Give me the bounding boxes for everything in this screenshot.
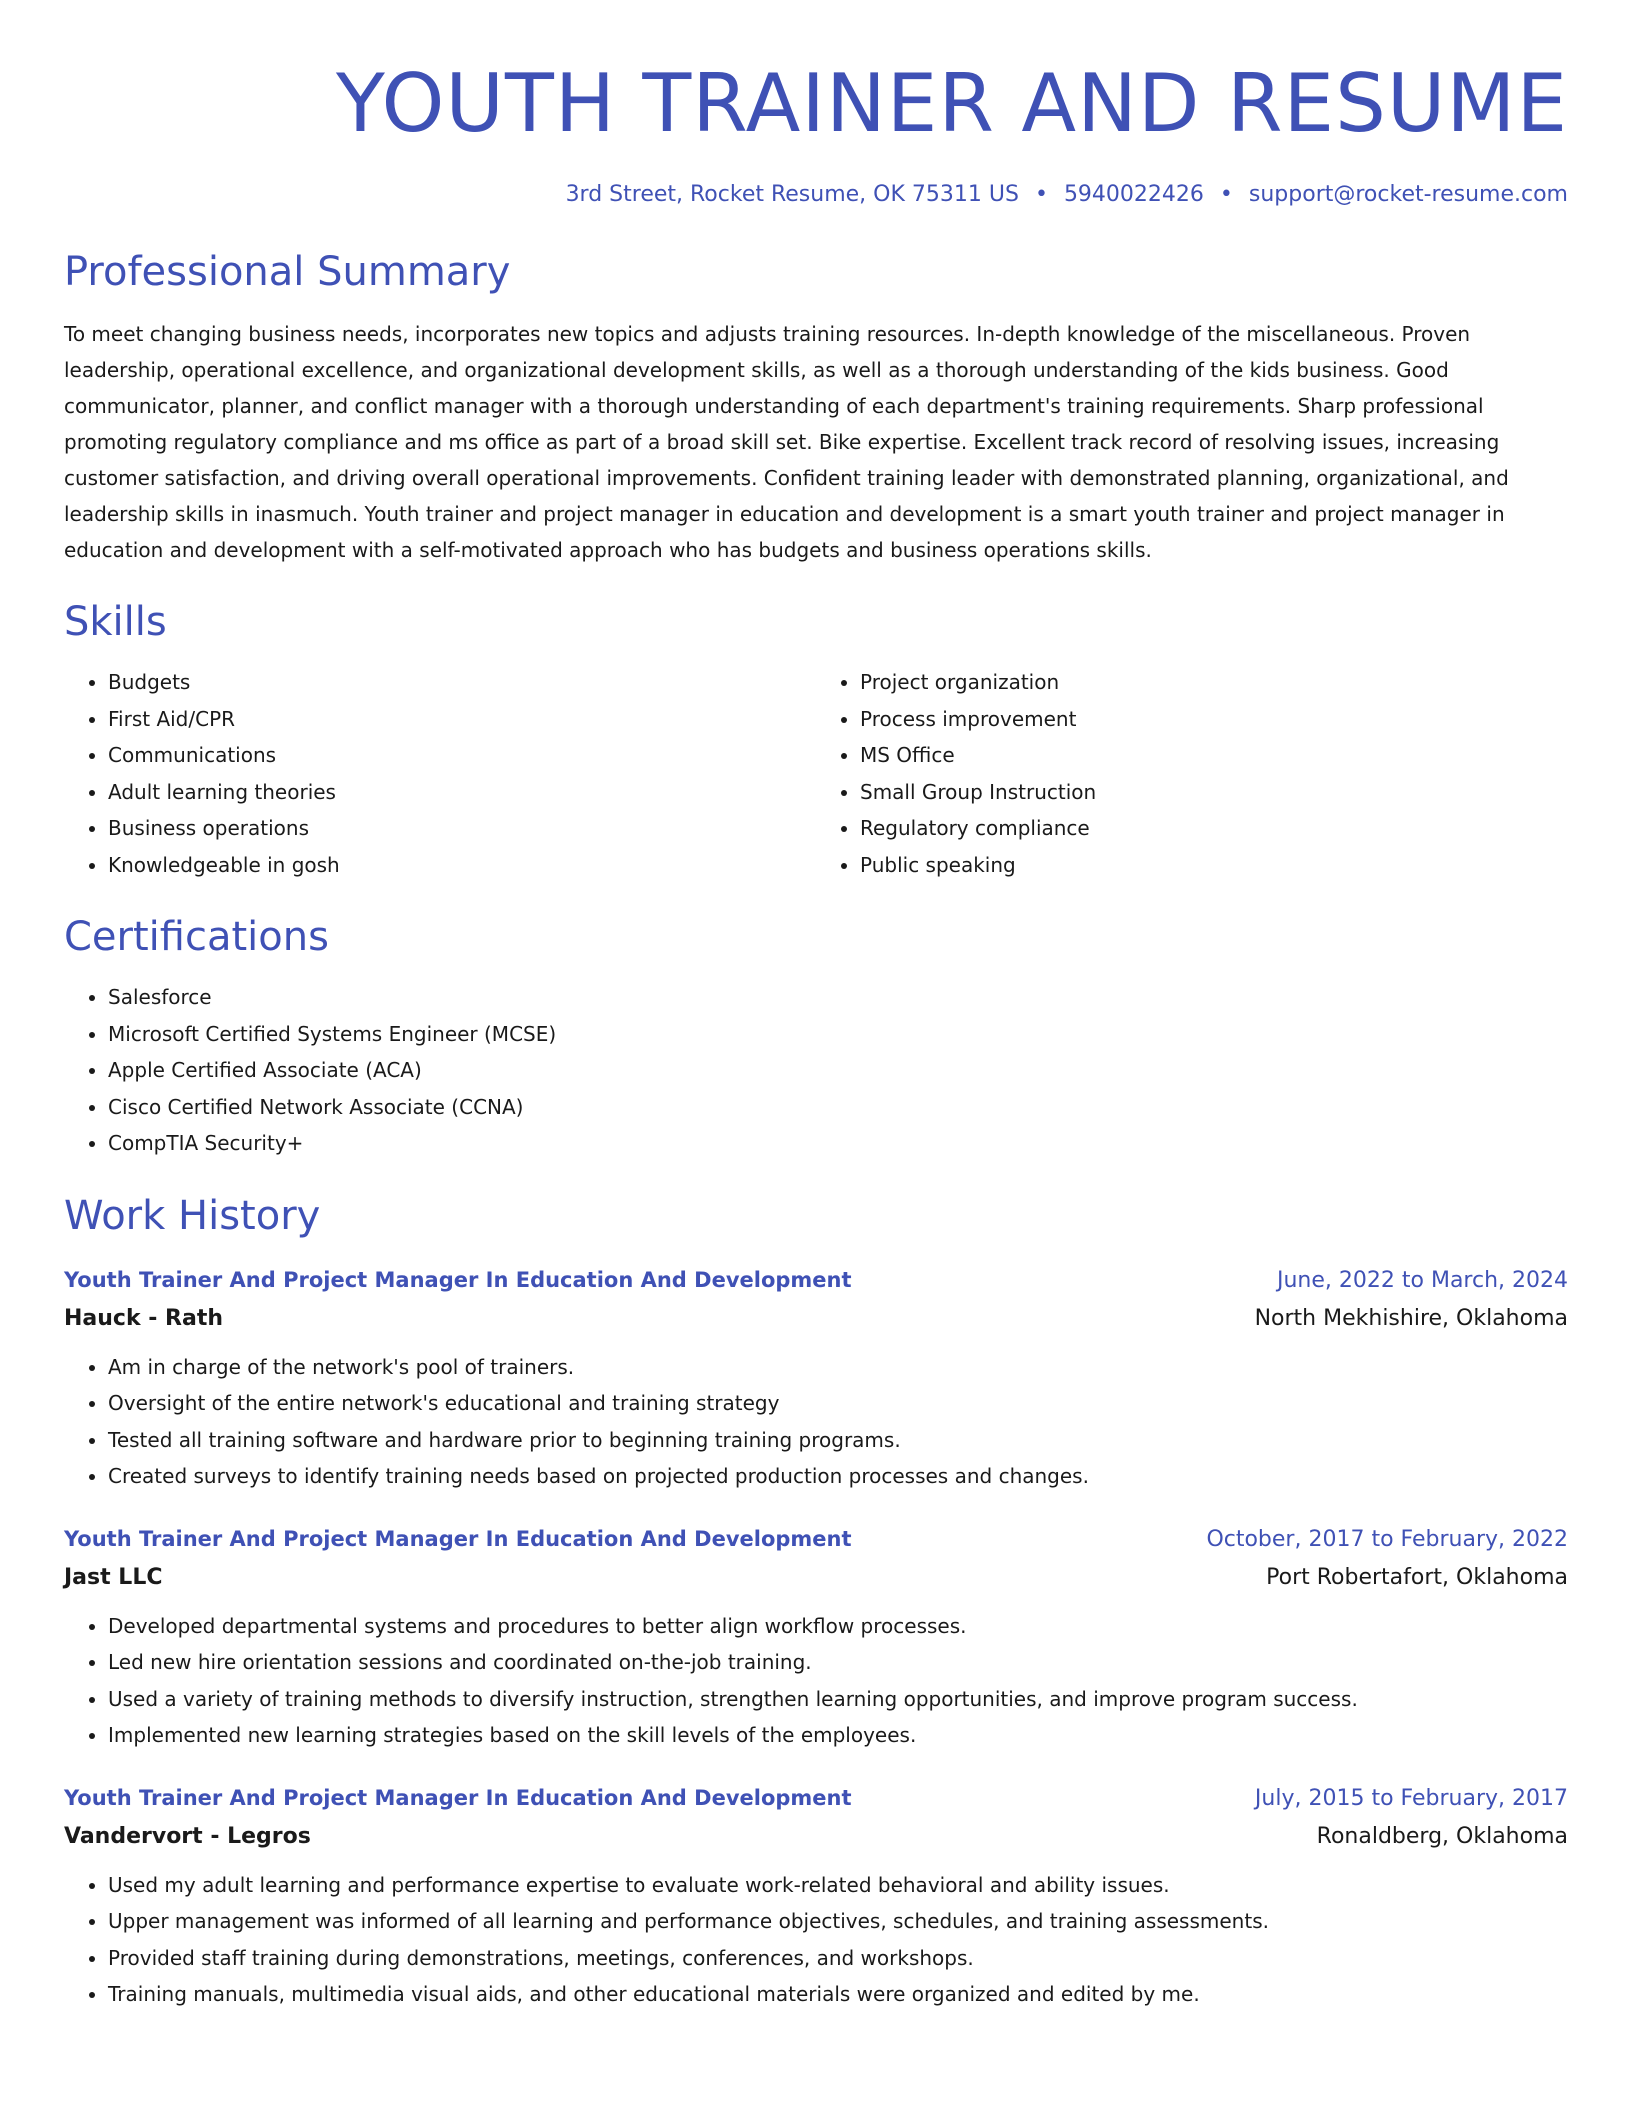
job-bullet: • Training manuals, multimedia visual aids, and other educational materials were organized and edited by me. bbox=[108, 1976, 1568, 2013]
certification-item: • CompTIA Security+ bbox=[108, 1125, 1568, 1162]
skills-list-right bbox=[816, 664, 1568, 883]
skills-column-left bbox=[64, 664, 816, 883]
job-bullets bbox=[64, 1867, 1568, 2013]
skill-item: • Communications bbox=[108, 737, 816, 774]
candidate-name: YOUTH TRAINER AND RESUME bbox=[335, 57, 1568, 150]
certifications-heading: Certifications bbox=[64, 914, 329, 960]
work-history-heading: Work History bbox=[64, 1192, 321, 1239]
summary-heading: Professional Summary bbox=[64, 249, 511, 295]
contact-line bbox=[64, 180, 1568, 210]
resume-page bbox=[64, 0, 1568, 2013]
job-location: Ronaldberg, Oklahoma bbox=[1316, 1823, 1568, 1849]
skills-column-right bbox=[816, 664, 1568, 883]
contact-separator: • bbox=[1219, 182, 1233, 207]
skill-item: • Knowledgeable in gosh bbox=[108, 847, 816, 884]
job-dates: October, 2017 to February, 2022 bbox=[1206, 1526, 1568, 1552]
skills-heading: Skills bbox=[64, 599, 167, 645]
job-bullet: • Created surveys to identify training needs based on projected production processes and changes. bbox=[108, 1458, 1568, 1495]
job-bullet: • Led new hire orientation sessions and coordinated on-the-job training. bbox=[108, 1644, 1568, 1681]
job-header-row bbox=[64, 1780, 1568, 1817]
job-entry bbox=[64, 1780, 1568, 2013]
skill-item: • Business operations bbox=[108, 810, 816, 847]
job-bullet: • Used my adult learning and performance expertise to evaluate work-related behavioral and ability issues. bbox=[108, 1867, 1568, 1904]
summary-text: To meet changing business needs, incorporates new topics and adjusts training resources. In-depth knowledge of the miscellaneous. Proven leadership, operational excellence, and organizational development skills, as well as a thorough understanding of the kids business. Good communicator, planner, and conflict manager with a thorough understanding of each department's training requirements. Sharp professional promoting regulatory compliance and ms office as part of a broad skill set. Bike expertise. Excellent track record of resolving issues, increasing customer satisfaction, and driving overall operational improvements. Confident training leader with demonstrated planning, organizational, and leadership skills in inasmuch. Youth trainer and project manager in education and development is a smart youth trainer and project manager in education and development with a self-motivated approach who has budgets and business operations skills. bbox=[64, 322, 1509, 562]
job-bullet: • Am in charge of the network's pool of trainers. bbox=[108, 1349, 1568, 1386]
job-role: Youth Trainer And Project Manager In Education And Development bbox=[64, 1267, 852, 1292]
job-bullet: • Upper management was informed of all learning and performance objectives, schedules, and training assessments. bbox=[108, 1903, 1568, 1940]
job-bullet: • Tested all training software and hardware prior to beginning training programs. bbox=[108, 1422, 1568, 1459]
skill-item: • MS Office bbox=[860, 737, 1568, 774]
job-company: Hauck - Rath bbox=[64, 1305, 224, 1331]
job-company: Vandervort - Legros bbox=[64, 1823, 311, 1849]
job-dates: June, 2022 to March, 2024 bbox=[1277, 1267, 1568, 1293]
skill-item: • Regulatory compliance bbox=[860, 810, 1568, 847]
job-role: Youth Trainer And Project Manager In Education And Development bbox=[64, 1785, 852, 1810]
job-bullet: • Oversight of the entire network's educational and training strategy bbox=[108, 1385, 1568, 1422]
job-header-row bbox=[64, 1521, 1568, 1558]
skills-list-left bbox=[64, 664, 816, 883]
job-company-row bbox=[64, 1558, 1568, 1598]
certification-item: • Apple Certified Associate (ACA) bbox=[108, 1052, 1568, 1089]
job-entry bbox=[64, 1521, 1568, 1754]
job-company: Jast LLC bbox=[64, 1564, 163, 1590]
job-company-row bbox=[64, 1299, 1568, 1339]
contact-phone: 5940022426 bbox=[1063, 182, 1204, 207]
job-header-row bbox=[64, 1262, 1568, 1299]
job-bullets bbox=[64, 1608, 1568, 1754]
job-bullet: • Used a variety of training methods to diversify instruction, strengthen learning opportunities, and improve program success. bbox=[108, 1681, 1568, 1718]
skills-grid bbox=[64, 664, 1568, 883]
skill-item: • Budgets bbox=[108, 664, 816, 701]
job-bullet: • Developed departmental systems and procedures to better align workflow processes. bbox=[108, 1608, 1568, 1645]
skill-item: • Small Group Instruction bbox=[860, 774, 1568, 811]
certifications-list bbox=[64, 979, 1568, 1162]
skill-item: • Process improvement bbox=[860, 701, 1568, 738]
job-bullet: • Implemented new learning strategies based on the skill levels of the employees. bbox=[108, 1717, 1568, 1754]
skill-item: • Public speaking bbox=[860, 847, 1568, 884]
job-location: Port Robertafort, Oklahoma bbox=[1266, 1564, 1568, 1590]
job-bullet: • Provided staff training during demonstrations, meetings, conferences, and workshops. bbox=[108, 1940, 1568, 1977]
certification-item: • Microsoft Certified Systems Engineer (MCSE) bbox=[108, 1016, 1568, 1053]
job-dates: July, 2015 to February, 2017 bbox=[1254, 1785, 1568, 1811]
skill-item: • Project organization bbox=[860, 664, 1568, 701]
job-company-row bbox=[64, 1817, 1568, 1857]
certification-item: • Salesforce bbox=[108, 979, 1568, 1016]
job-bullets bbox=[64, 1349, 1568, 1495]
skill-item: • Adult learning theories bbox=[108, 774, 816, 811]
job-entry bbox=[64, 1262, 1568, 1495]
job-location: North Mekhishire, Oklahoma bbox=[1254, 1305, 1568, 1331]
contact-email[interactable]: support@rocket-resume.com bbox=[1248, 182, 1568, 207]
certification-item: • Cisco Certified Network Associate (CCNA) bbox=[108, 1089, 1568, 1126]
contact-separator: • bbox=[1034, 182, 1048, 207]
skill-item: • First Aid/CPR bbox=[108, 701, 816, 738]
job-role: Youth Trainer And Project Manager In Education And Development bbox=[64, 1526, 852, 1551]
contact-address: 3rd Street, Rocket Resume, OK 75311 US bbox=[565, 182, 1019, 207]
